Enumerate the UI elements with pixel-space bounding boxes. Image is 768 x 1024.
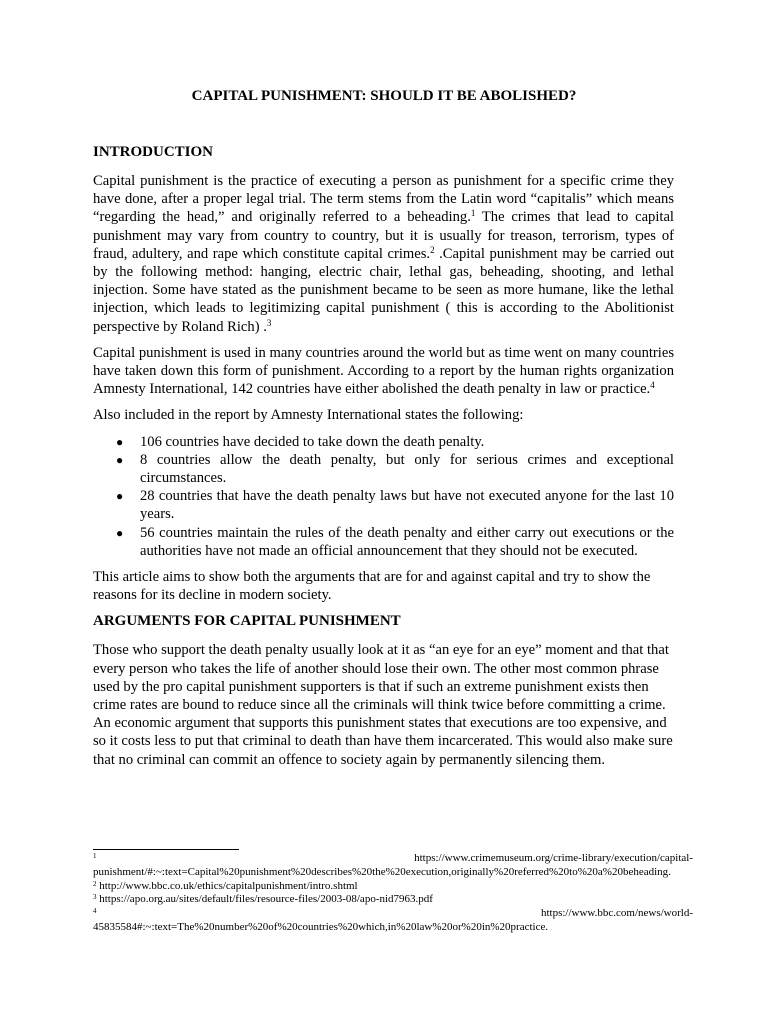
intro-paragraph-2 [93, 344, 674, 399]
footnote-link-4[interactable]: https://www.bbc.com/news/world-45835584#:~:text=The%20number%20of%20countries%20which,in%20law%20or%20in%20practice. [93, 907, 693, 933]
intro-p1-text-c: .Capital punishment may be carried out by the following method: hanging, electric chair, lethal gas, beheading, shooting, and lethal injection. Some have stated as the punishment became to be seen as more humane, like the lethal injection, which leads to legitimizing capital punishment ( this is according to the Abolitionist perspective by Roland Rich) . [93, 245, 675, 335]
footnote-2: $^2$ http://www.bbc.co.uk/ethics/capitalpunishment/intro.shtml [93, 879, 358, 892]
footnote-ref-3[interactable]: 3 [266, 317, 272, 328]
intro-paragraph-3: Also included in the report by Amnesty International states the following: [93, 407, 524, 424]
bullet-icon: ● [116, 452, 124, 467]
footnote-4: $^4$ https://www.bbc.com/news/world-45835584#:~:text=The%20number%20of%20countries%20which,in%20law%20or%20in%20practice. [93, 907, 693, 933]
intro-paragraph-4: This article aims to show both the arguments that are for and against capital and try to show the reasons for its decline in modern society. [93, 569, 651, 604]
amnesty-bullet-list [93, 433, 674, 560]
footnote-ref-1[interactable]: 1 [470, 208, 476, 219]
section-heading-arguments-for: ARGUMENTS FOR CAPITAL PUNISHMENT [93, 613, 401, 630]
footnote-1: $^1$ https://www.crimemuseum.org/crime-library/execution/capital-punishment/#:~:text=Capital%20punishment%20describes%20the%20execution,originally%20referred%20to%20a%20beheading. [93, 852, 693, 878]
intro-p1-text-b: The crimes that lead to capital punishment may vary from country to country, but it is usually for treason, terrorism, types of fraud, adultery, and rape which constitute capital crimes. [93, 209, 674, 262]
intro-paragraph-1 [93, 172, 674, 336]
footnote-ref-2[interactable]: 2 [430, 244, 435, 255]
intro-p1-text-a: Capital punishment is the practice of executing a person as punishment for a specific crime they have done, after a proper legal trial. The term stems from the Latin word “capitalis” which means “regarding the head,” and originally referred to a beheading. [93, 173, 674, 226]
document-body [93, 143, 674, 777]
section-heading-introduction: INTRODUCTION [93, 144, 214, 160]
arguments-for-paragraph-1: Those who support the death penalty usually look at it as “an eye for an eye” moment and that that every person who takes the life of another should lose their own. The other most common phrase used by the pro capital punishment supporters is that if such an extreme punishment exists then crime rates are bound to reduce since all the criminals will think twice before committing a crime. An economic argument that supports this punishment states that executions are too expensive, and so it costs less to put that criminal to death than have them incarcerated. This would also make sure that no criminal can commit an offence to society again by permanently silencing them. [93, 642, 673, 768]
list-item: ● 56 countries maintain the rules of the death penalty and either carry out executions or the authorities have not made an official announcement that they should not be executed. [116, 524, 674, 559]
footnote-separator [93, 849, 239, 850]
document-title: CAPITAL PUNISHMENT: SHOULD IT BE ABOLISHED? [191, 88, 577, 104]
list-item: ● 8 countries allow the death penalty, but only for serious crimes and exceptional circumstances. [116, 451, 674, 487]
footnote-link-2[interactable]: http://www.bbc.co.uk/ethics/capitalpunishment/intro.shtml [96, 879, 358, 892]
list-item: ● 106 countries have decided to take down the death penalty. [116, 433, 485, 450]
bullet-icon: ● [116, 489, 124, 504]
footnote-ref-4[interactable]: 4 [650, 380, 655, 391]
footnote-3: $^3$ https://apo.org.au/sites/default/files/resource-files/2003-08/apo-nid7963.pdf [93, 893, 433, 906]
footnotes [93, 852, 693, 935]
footnote-link-3[interactable]: https://apo.org.au/sites/default/files/resource-files/2003-08/apo-nid7963.pdf [96, 893, 433, 906]
bullet-icon: ● [116, 525, 124, 540]
bullet-icon: ● [116, 434, 124, 449]
footnote-link-1[interactable]: https://www.crimemuseum.org/crime-library/execution/capital-punishment/#:~:text=Capital%20punishment%20describes%20the%20execution,originally%20referred%20to%20a%20beheading. [93, 852, 693, 878]
list-item: ● 28 countries that have the death penalty laws but have not executed anyone for the last 10 years. [116, 488, 674, 523]
intro-p2-text: Capital punishment is used in many countries around the world but as time went on many countries have taken down this form of punishment. According to a report by the human rights organization Amnesty International, 142 countries have either abolished the death penalty in law or practice. [93, 344, 674, 398]
